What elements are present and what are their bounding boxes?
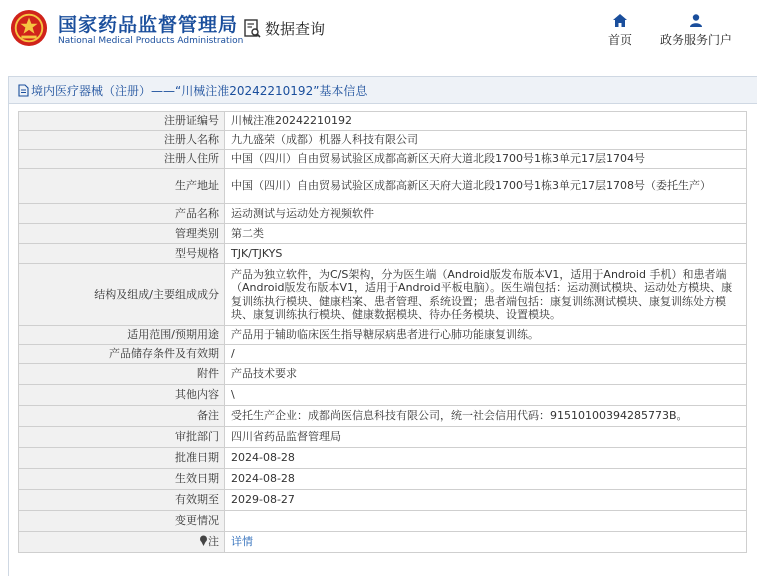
table-row <box>19 345 747 364</box>
row-value: 运动测试与运动处方视频软件 <box>225 204 747 224</box>
table-row <box>19 427 747 448</box>
nav-home-label: 首页 <box>607 33 632 47</box>
row-value: 产品技术要求 <box>225 364 747 385</box>
row-value: 2024-08-28 <box>225 448 747 469</box>
table-row <box>19 364 747 385</box>
note-label: 注 <box>208 535 219 548</box>
row-value: 中国（四川）自由贸易试验区成都高新区天府大道北段1700号1栋3单元17层1708号（委托生产） <box>225 169 747 204</box>
row-value: 受托生产企业：成都尚医信息科技有限公司，统一社会信用代码：91510100394285773B。 <box>225 406 747 427</box>
row-value: 2024-08-28 <box>225 469 747 490</box>
table-row <box>19 204 747 224</box>
nav-gov-service[interactable] <box>658 14 734 48</box>
row-value: 九九盛荣（成都）机器人科技有限公司 <box>225 131 747 150</box>
user-icon <box>689 14 703 27</box>
table-row <box>19 490 747 511</box>
row-value: 川械注准20242210192 <box>225 112 747 131</box>
table-row <box>19 131 747 150</box>
row-label: 注册人名称 <box>19 131 225 150</box>
details-link[interactable]: 详情 <box>231 535 253 548</box>
site-name-cn: 国家药品监督管理局 <box>58 14 239 36</box>
row-value: 四川省药品监督管理局 <box>225 427 747 448</box>
row-label: 适用范围/预期用途 <box>19 326 225 345</box>
site-header <box>0 0 757 70</box>
row-label: 生产地址 <box>19 169 225 204</box>
home-icon <box>613 14 627 27</box>
row-value: 中国（四川）自由贸易试验区成都高新区天府大道北段1700号1栋3单元17层1704号 <box>225 150 747 169</box>
row-label-note <box>19 532 225 553</box>
row-value: 2029-08-27 <box>225 490 747 511</box>
row-label: 管理类别 <box>19 224 225 244</box>
row-value: 第二类 <box>225 224 747 244</box>
row-label: 产品储存条件及有效期 <box>19 345 225 364</box>
table-row <box>19 532 747 553</box>
table-row <box>19 406 747 427</box>
row-label: 生效日期 <box>19 469 225 490</box>
row-label: 注册人住所 <box>19 150 225 169</box>
info-panel <box>8 76 757 576</box>
table-row <box>19 326 747 345</box>
row-label: 有效期至 <box>19 490 225 511</box>
nav-home[interactable] <box>606 14 634 48</box>
row-label: 审批部门 <box>19 427 225 448</box>
nav-gov-label: 政务服务门户 <box>659 33 732 47</box>
document-search-icon <box>244 19 262 39</box>
row-value <box>225 532 747 553</box>
row-label: 附件 <box>19 364 225 385</box>
site-name-en: National Medical Products Administration <box>58 36 244 46</box>
row-label: 批准日期 <box>19 448 225 469</box>
data-query-label: 数据查询 <box>265 20 326 38</box>
table-row <box>19 448 747 469</box>
registration-info-table <box>18 111 747 553</box>
row-label: 注册证编号 <box>19 112 225 131</box>
table-row <box>19 169 747 204</box>
row-label: 备注 <box>19 406 225 427</box>
table-row <box>19 150 747 169</box>
row-value: \ <box>225 385 747 406</box>
row-value: 产品为独立软件，为C/S架构，分为医生端（Android版发布版本V1，适用于Android 手机）和患者端（Android版发布版本V1，适用于Android平板电脑）。医生端包括：运动测试模块、运动处方模块、康复训练执行模块、健康档案、患者管理、系统设置；患者端包括：康复训练测试模块、康复训练处方模块、康复训练执行模块、健康数据模块、待办任务模块、设置模块。 <box>225 264 747 326</box>
row-value: 产品用于辅助临床医生指导糖尿病患者进行心肺功能康复训练。 <box>225 326 747 345</box>
table-row <box>19 385 747 406</box>
row-label: 其他内容 <box>19 385 225 406</box>
panel-title: 境内医疗器械（注册）——“川械注准20242210192”基本信息 <box>31 83 368 98</box>
row-value <box>225 511 747 532</box>
data-query-link[interactable] <box>244 18 325 39</box>
table-row <box>19 224 747 244</box>
row-label: 变更情况 <box>19 511 225 532</box>
table-row <box>19 264 747 326</box>
row-label: 产品名称 <box>19 204 225 224</box>
row-value: TJK/TJKYS <box>225 244 747 264</box>
table-row <box>19 511 747 532</box>
row-label: 结构及组成/主要组成成分 <box>19 264 225 326</box>
national-emblem-icon <box>10 9 48 47</box>
row-label: 型号规格 <box>19 244 225 264</box>
table-row <box>19 112 747 131</box>
panel-title-bar <box>9 77 757 104</box>
pin-icon <box>199 535 208 546</box>
row-value: / <box>225 345 747 364</box>
table-row <box>19 244 747 264</box>
table-row <box>19 469 747 490</box>
document-icon <box>18 84 29 97</box>
